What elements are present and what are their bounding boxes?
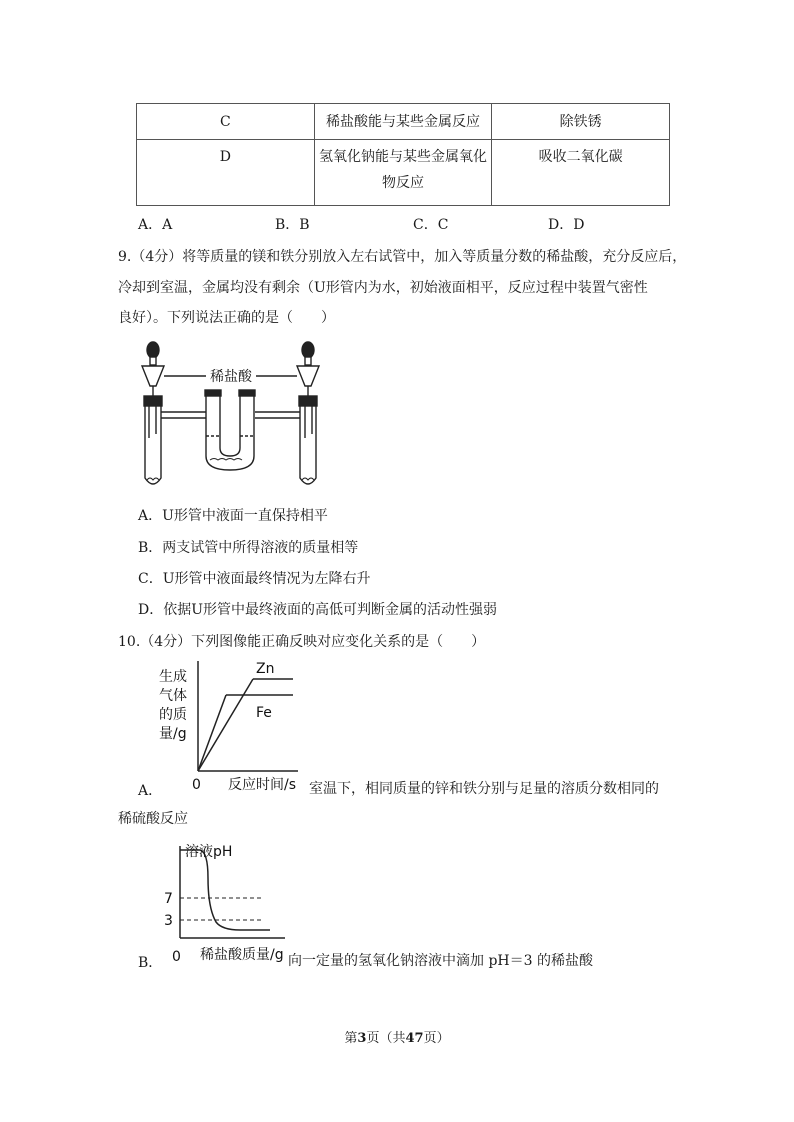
q9-option-c: C．U形管中液面最终情况为左降右升 [138, 571, 371, 587]
tick-label-7: 7 [164, 891, 173, 907]
table-row [137, 140, 670, 206]
figure-label-dilute-hcl: 稀盐酸 [210, 369, 252, 385]
q9-stem-line: 冷却到室温，金属均没有剩余（U形管内为水，初始液面相平，反应过程中装置气密性 [118, 280, 648, 296]
q10-option-a-text: 稀硫酸反应 [118, 811, 188, 827]
footer-middle: 页（共 [366, 1031, 406, 1046]
u-tube-apparatus-figure [128, 338, 328, 498]
table-cell-use: 除铁锈 [492, 104, 670, 140]
fe-line [198, 695, 226, 771]
principle-line: 氢氧化钠能与某些金属氧化 [318, 149, 487, 165]
q10-stem: 10.（4分）下列图像能正确反映对应变化关系的是（ ） [118, 634, 486, 650]
table-cell-principle: 稀盐酸能与某些金属反应 [314, 104, 492, 140]
footer-prefix: 第 [344, 1031, 358, 1046]
q8-option-b: B．B [275, 217, 310, 233]
zn-line [198, 679, 253, 771]
ph-curve [180, 850, 270, 930]
q9-stem-line: 9.（4分）将等质量的镁和铁分别放入左右试管中，加入等质量分数的稀盐酸，充分反应后， [118, 249, 687, 265]
q10-option-b-prefix: B． [138, 955, 163, 971]
graph-gas-mass-vs-time [158, 655, 308, 795]
series-label-fe: Fe [256, 705, 272, 721]
q10-option-b-text: 向一定量的氢氧化钠溶液中滴加 pH＝3 的稀盐酸 [288, 953, 593, 969]
table-cell-principle [314, 140, 492, 206]
table-cell-use: 吸收二氧化碳 [492, 140, 670, 206]
y-label-line: 生成 [159, 669, 187, 685]
q9-stem-line: 良好）。下列说法正确的是（ ） [118, 310, 335, 326]
footer-page-number: 3 [357, 1031, 367, 1046]
origin-label: 0 [192, 777, 201, 793]
q9-option-d: D．依据U形管中最终液面的高低可判断金属的活动性强弱 [138, 602, 498, 618]
x-axis-label: 稀盐酸质量/g [200, 947, 284, 963]
q8-option-a: A．A [138, 217, 173, 233]
q10-option-a-prefix: A． [138, 783, 163, 799]
footer-total-pages: 47 [405, 1031, 424, 1046]
y-label-line: 量/g [159, 726, 187, 742]
x-axis-label: 反应时间/s [228, 777, 297, 793]
principle-line: 物反应 [381, 175, 424, 191]
origin-label: 0 [172, 949, 181, 965]
table-cell-label: C [137, 104, 315, 140]
q9-option-b: B．两支试管中所得溶液的质量相等 [138, 540, 359, 556]
graph-ph-vs-acid-mass [160, 838, 300, 970]
y-axis-label: 溶液pH [185, 844, 233, 860]
tick-label-3: 3 [164, 913, 173, 929]
table-cell-label: D [137, 140, 315, 206]
footer-suffix: 页） [423, 1031, 450, 1046]
q8-option-c: C．C [413, 217, 449, 233]
options-table [136, 103, 670, 206]
table-row [137, 104, 670, 140]
page-footer [0, 1027, 794, 1046]
y-label-line: 的质 [159, 707, 187, 723]
y-label-line: 气体 [159, 688, 187, 704]
q10-option-a-text: 室温下，相同质量的锌和铁分别与足量的溶质分数相同的 [309, 781, 659, 797]
q8-option-d: D．D [548, 217, 585, 233]
q9-option-a: A．U形管中液面一直保持相平 [138, 508, 328, 524]
series-label-zn: Zn [256, 661, 275, 677]
